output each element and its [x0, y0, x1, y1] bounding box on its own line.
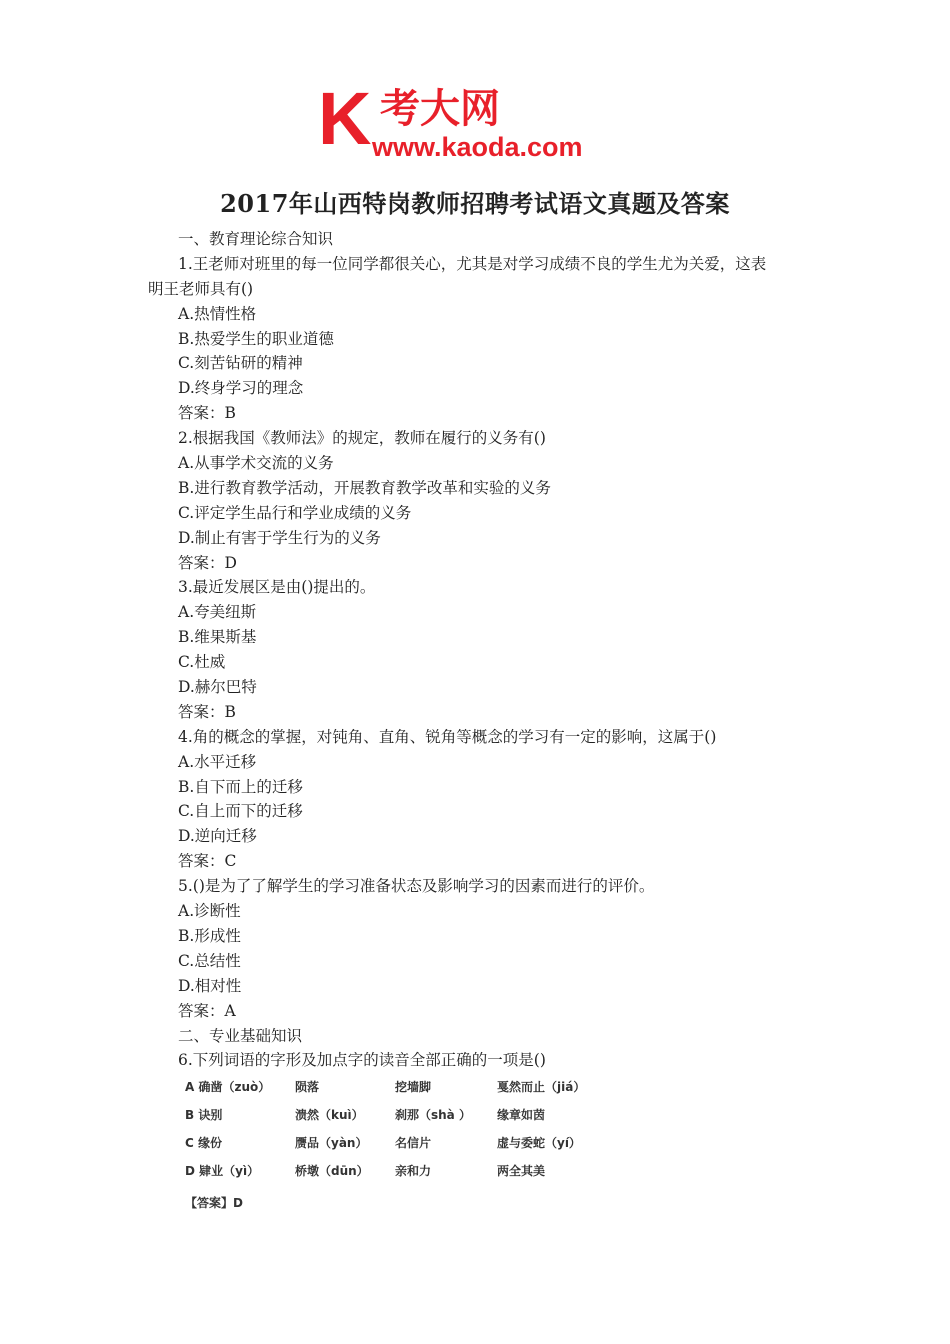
q3-option-c: C.杜威 [178, 653, 226, 672]
exam-content [148, 227, 828, 1073]
q4-option-b: B.自下而上的迁移 [178, 777, 303, 796]
q6-row-c [185, 1129, 617, 1157]
q6-options-table [185, 1073, 617, 1185]
q2-option-c: C.评定学生品行和学业成绩的义务 [178, 503, 412, 522]
q6-cell: 桥墩（dūn） [295, 1164, 369, 1178]
q6-cell: 缘章如茵 [497, 1108, 546, 1122]
q5-option-b: B.形成性 [178, 926, 241, 945]
q6-cell: 亲和力 [395, 1164, 432, 1178]
q3-option-d: D.赫尔巴特 [178, 678, 257, 697]
q6-cell: 戛然而止（jiá） [497, 1080, 586, 1094]
q4-stem: 4.角的概念的掌握，对钝角、直角、锐角等概念的学习有一定的影响，这属于() [178, 727, 717, 746]
q1-answer: 答案：B [178, 404, 236, 423]
q6-cell: 名信片 [395, 1136, 432, 1150]
section-heading-2: 二、专业基础知识 [178, 1026, 303, 1045]
q5-option-c: C.总结性 [178, 951, 241, 970]
q6-cell: A 确凿（zuò） [185, 1080, 271, 1094]
q6-cell: C 缘份 [185, 1136, 222, 1150]
q4-answer: 答案：C [178, 852, 237, 871]
q6-cell: 陨落 [295, 1080, 320, 1094]
q5-option-a: A.诊断性 [178, 902, 241, 921]
kaoda-logo [318, 82, 648, 162]
q2-stem: 2.根据我国《教师法》的规定，教师在履行的义务有() [178, 429, 546, 448]
q3-option-b: B.维果斯基 [178, 628, 257, 647]
page-title: 2017年山西特岗教师招聘考试语文真题及答案 [220, 189, 730, 218]
q6-cell: 挖墙脚 [395, 1080, 432, 1094]
q5-answer: 答案：A [178, 1001, 236, 1020]
section-heading-1: 一、教育理论综合知识 [178, 230, 334, 248]
q2-option-a: A.从事学术交流的义务 [178, 454, 334, 473]
q1-option-b: B.热爱学生的职业道德 [178, 329, 334, 348]
q5-option-d: D.相对性 [178, 976, 242, 995]
q6-cell: 刹那（shà ） [395, 1108, 471, 1122]
q3-stem: 3.最近发展区是由()提出的。 [178, 578, 376, 597]
q6-row-d [185, 1157, 617, 1185]
q6-cell: 溃然（kuì） [295, 1108, 364, 1122]
q6-stem: 6.下列词语的字形及加点字的读音全部正确的一项是() [178, 1051, 546, 1070]
logo-name: 考大网 [380, 86, 500, 132]
kaoda-logo-graphic [318, 82, 648, 162]
q4-option-d: D.逆向迁移 [178, 827, 257, 846]
q1-stem-cont: 明王老师具有() [148, 279, 254, 298]
q2-option-b: B.进行教育教学活动，开展教育教学改革和实验的义务 [178, 478, 551, 497]
q1-option-a: A.热情性格 [178, 304, 257, 323]
q6-cell: 两全其美 [497, 1164, 546, 1178]
q5-stem: 5.()是为了了解学生的学习准备状态及影响学习的因素而进行的评价。 [178, 877, 655, 896]
q4-option-c: C.自上而下的迁移 [178, 802, 303, 821]
q1-option-c: C.刻苦钻研的精神 [178, 354, 303, 373]
q2-answer: 答案：D [178, 553, 237, 572]
q6-cell: D 肄业（yì） [185, 1164, 260, 1178]
q3-answer: 答案：B [178, 702, 236, 721]
q6-cell: 虚与委蛇（yí） [497, 1136, 581, 1150]
q4-option-a: A.水平迁移 [178, 752, 257, 771]
q6-row-a [185, 1073, 617, 1101]
logo-letter: K [318, 82, 372, 160]
q6-cell: B 诀别 [185, 1108, 223, 1122]
q1-stem: 1.王老师对班里的每一位同学都很关心，尤其是对学习成绩不良的学生尤为关爱，这表 [178, 254, 767, 273]
q6-cell: 赝品（yàn） [295, 1136, 368, 1150]
q2-option-d: D.制止有害于学生行为的义务 [178, 528, 381, 547]
q6-answer: 【答案】D [185, 1196, 243, 1210]
q3-option-a: A.夸美纽斯 [178, 603, 257, 622]
q1-option-d: D.终身学习的理念 [178, 379, 304, 398]
q6-row-b [185, 1101, 617, 1129]
logo-url: www.kaoda.com [372, 132, 583, 162]
